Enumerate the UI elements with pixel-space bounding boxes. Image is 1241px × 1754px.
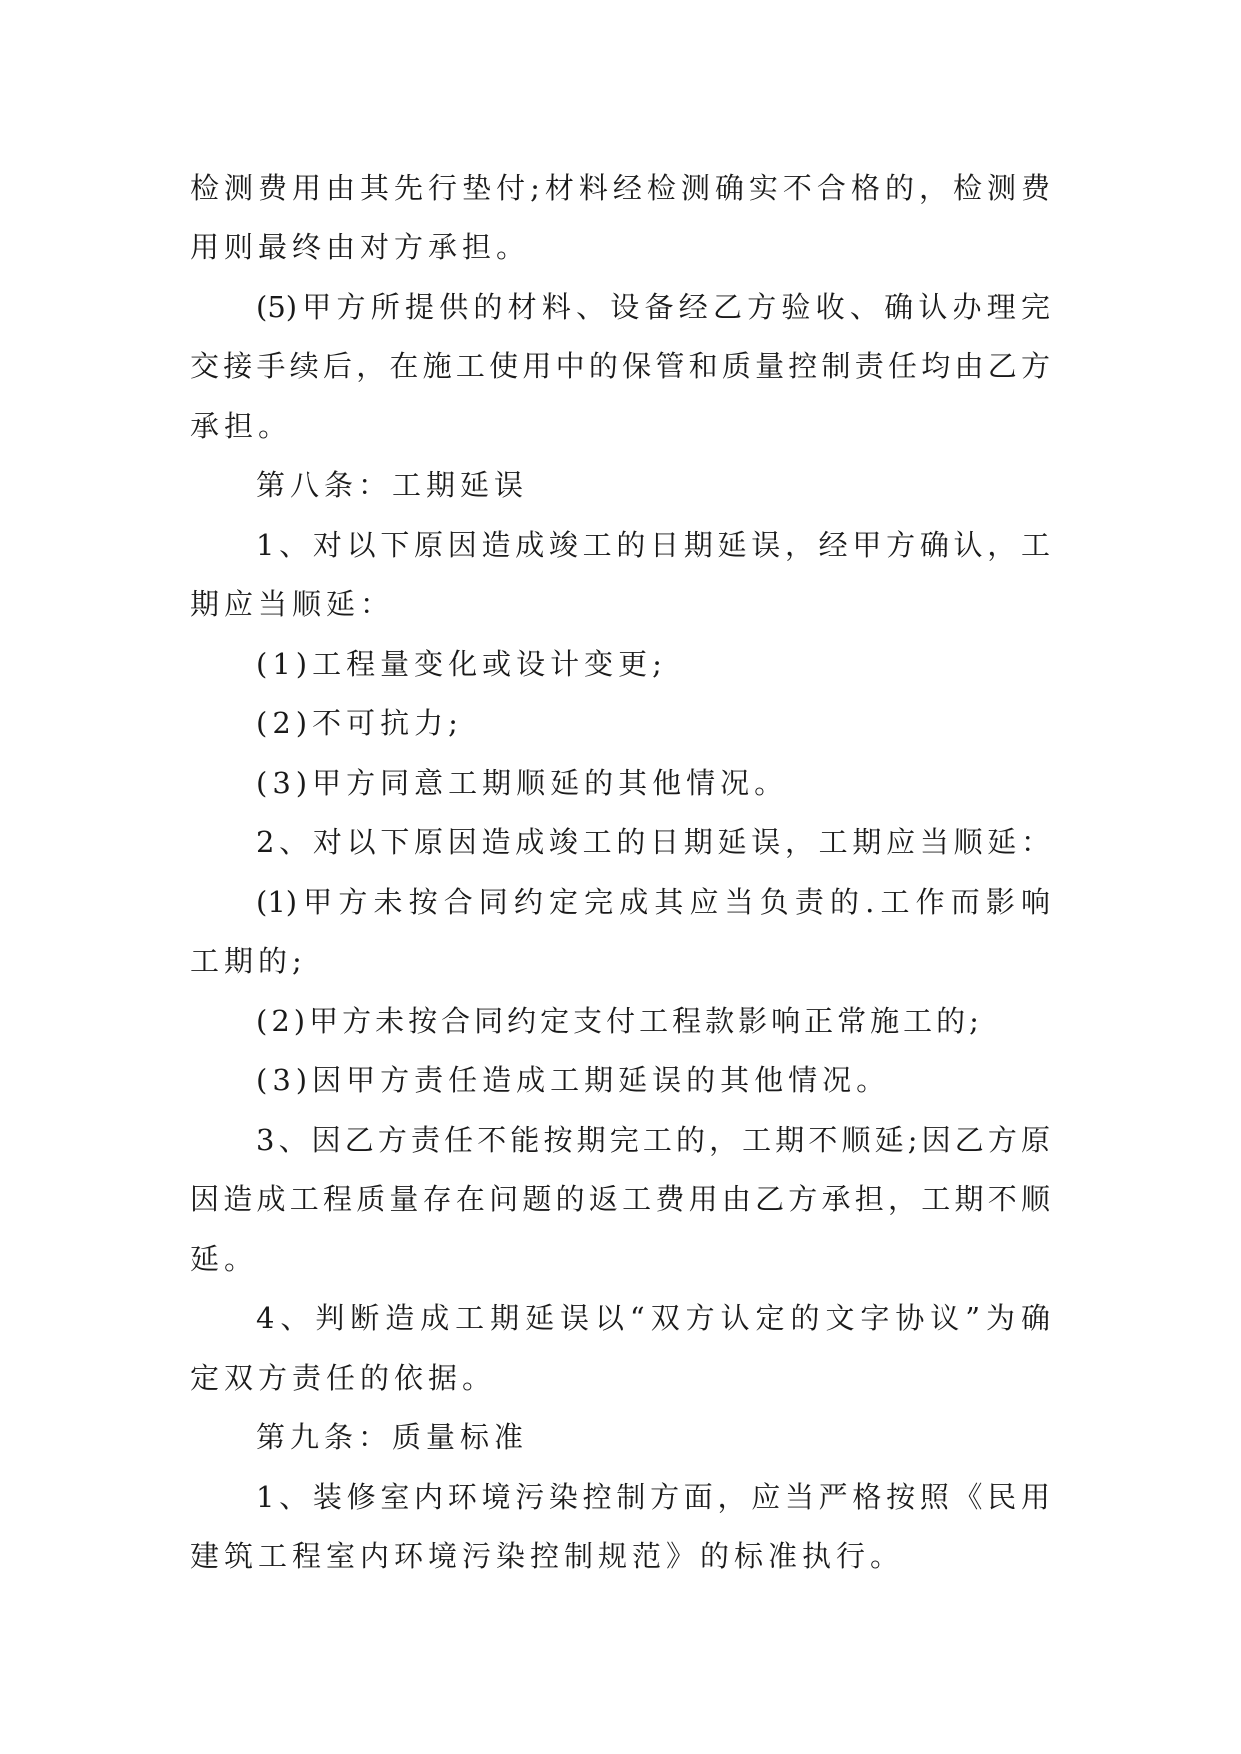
text-line: 1、装修室内环境污染控制方面，应当严格按照《民用 bbox=[256, 1480, 1050, 1514]
text-line: 4、判断造成工期延误以“双方认定的文字协议”为确 bbox=[256, 1301, 1050, 1335]
text-line: 承担。 bbox=[190, 409, 293, 443]
list-item: (3)因甲方责任造成工期延误的其他情况。 bbox=[256, 1063, 891, 1097]
text-line: 工期的; bbox=[190, 944, 307, 978]
list-item: (3)甲方同意工期顺延的其他情况。 bbox=[256, 766, 789, 800]
text-line: 期应当顺延： bbox=[190, 587, 395, 621]
section-heading: 第九条：质量标准 bbox=[256, 1420, 529, 1454]
section-heading: 第八条：工期延误 bbox=[256, 468, 529, 502]
text-line: 用则最终由对方承担。 bbox=[190, 230, 531, 264]
text-line: (5)甲方所提供的材料、设备经乙方验收、确认办理完 bbox=[256, 290, 1050, 324]
list-item: (2)不可抗力; bbox=[256, 706, 463, 740]
text-line: 2、对以下原因造成竣工的日期延误，工期应当顺延： bbox=[256, 825, 1050, 859]
list-item: (2)甲方未按合同约定支付工程款影响正常施工的; bbox=[256, 1004, 983, 1038]
text-line: 延。 bbox=[190, 1242, 259, 1276]
text-line: 交接手续后，在施工使用中的保管和质量控制责任均由乙方 bbox=[190, 349, 1050, 383]
text-line: 因造成工程质量存在问题的返工费用由乙方承担，工期不顺 bbox=[190, 1182, 1050, 1216]
text-line: 检测费用由其先行垫付;材料经检测确实不合格的，检测费 bbox=[190, 171, 1050, 205]
text-line: 建筑工程室内环境污染控制规范》的标准执行。 bbox=[190, 1539, 905, 1573]
list-item: (1)甲方未按合同约定完成其应当负责的.工作而影响 bbox=[256, 885, 1050, 919]
text-line: 3、因乙方责任不能按期完工的，工期不顺延;因乙方原 bbox=[256, 1123, 1050, 1157]
text-line: 1、对以下原因造成竣工的日期延误，经甲方确认，工 bbox=[256, 528, 1050, 562]
list-item: (1)工程量变化或设计变更; bbox=[256, 647, 667, 681]
text-line: 定双方责任的依据。 bbox=[190, 1361, 497, 1395]
